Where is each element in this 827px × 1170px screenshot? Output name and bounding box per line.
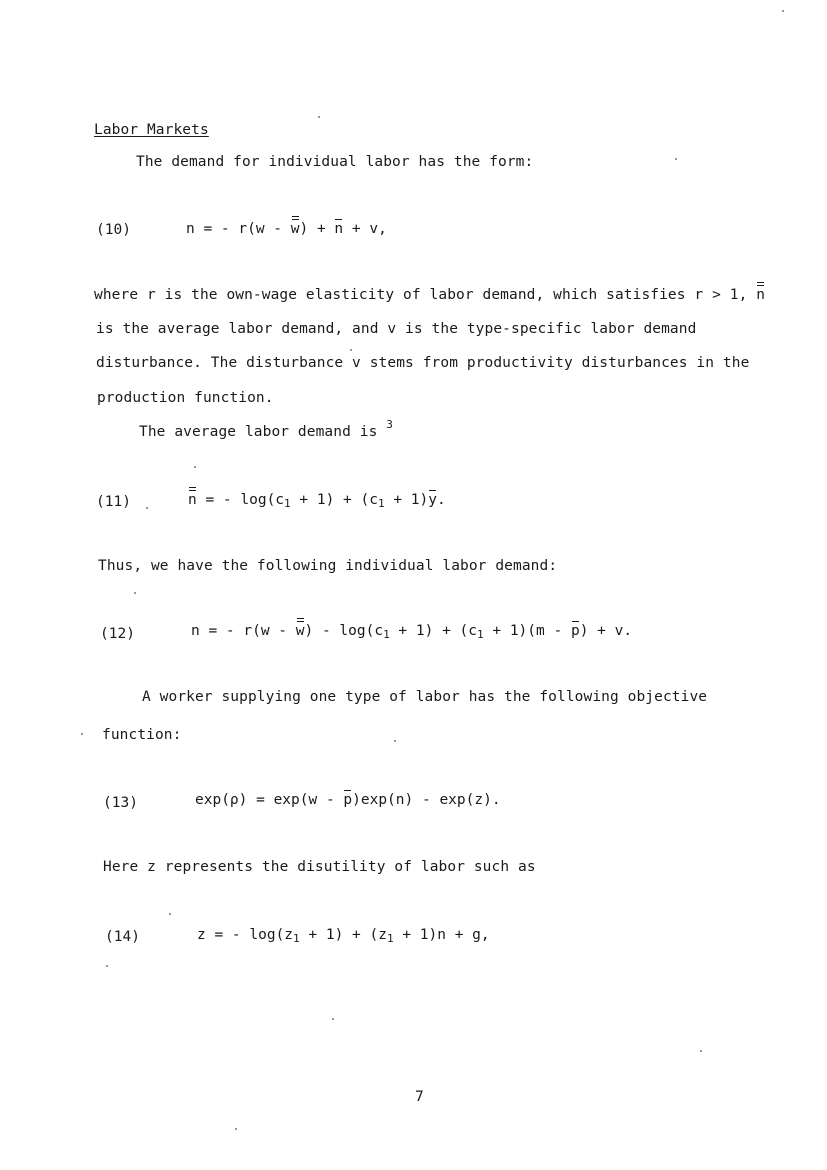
equation-number-13: (13) xyxy=(103,795,138,811)
paragraph-worker-objective-line-1: A worker supplying one type of labor has the following objective xyxy=(142,689,708,705)
paragraph-elasticity-line-2: is the average labor demand, and v is the type-specific labor demand xyxy=(96,321,697,337)
scan-speck xyxy=(169,913,171,915)
page-number: 7 xyxy=(415,1089,424,1105)
equation-number-10: (10) xyxy=(96,222,131,238)
scan-speck xyxy=(332,1018,334,1020)
equation-14: z = - $\log(z_1 + 1) + (z_1 + 1)n + g$, xyxy=(197,927,490,945)
scan-speck xyxy=(394,740,396,742)
scan-speck xyxy=(134,592,136,594)
equation-number-14: (14) xyxy=(105,929,140,945)
paragraph-labor-demand-intro: The demand for individual labor has the form: xyxy=(136,154,534,170)
scan-speck xyxy=(782,10,784,12)
scan-speck xyxy=(106,965,108,967)
paragraph-elasticity-line-4: production function. xyxy=(97,390,274,406)
equation-number-11: (11) xyxy=(96,494,131,510)
equation-13: exp(ρ) = exp(w - p)exp(n) - exp(z). xyxy=(195,792,501,808)
paragraph-individual-demand: Thus, we have the following individual labor demand: xyxy=(98,558,558,574)
equation-number-12: (12) xyxy=(100,626,135,642)
scan-speck xyxy=(350,349,352,351)
scan-speck xyxy=(235,1128,237,1130)
scan-speck xyxy=(81,733,83,735)
paragraph-worker-objective-line-2: function: xyxy=(102,727,182,743)
equation-10: n = - r(w - w) + n + v, xyxy=(186,221,387,237)
paragraph-elasticity-line-3: disturbance. The disturbance v stems from productivity disturbances in the xyxy=(96,355,750,371)
paragraph-disutility: Here z represents the disutility of labor such as xyxy=(103,859,536,875)
paragraph-average-demand: The average labor demand is $^3$ xyxy=(139,418,393,440)
paragraph-elasticity-line-1: where r is the own-wage elasticity of labor demand, which satisfies r > 1, n xyxy=(94,287,766,303)
scan-speck xyxy=(146,507,148,509)
scan-speck xyxy=(675,158,677,160)
equation-12: n = - $r(w - w) - \log(c_1 + 1) + (c_1 + 1)(m - p) + v$. xyxy=(191,623,633,641)
equation-11: n = - $\log(c_1 + 1) + (c_1 + 1)y$. xyxy=(188,492,446,510)
footnote-marker: 3 xyxy=(386,418,393,431)
scan-speck xyxy=(194,466,196,468)
scan-speck xyxy=(318,116,320,118)
section-heading: Labor Markets xyxy=(94,122,209,138)
scan-speck xyxy=(700,1050,702,1052)
